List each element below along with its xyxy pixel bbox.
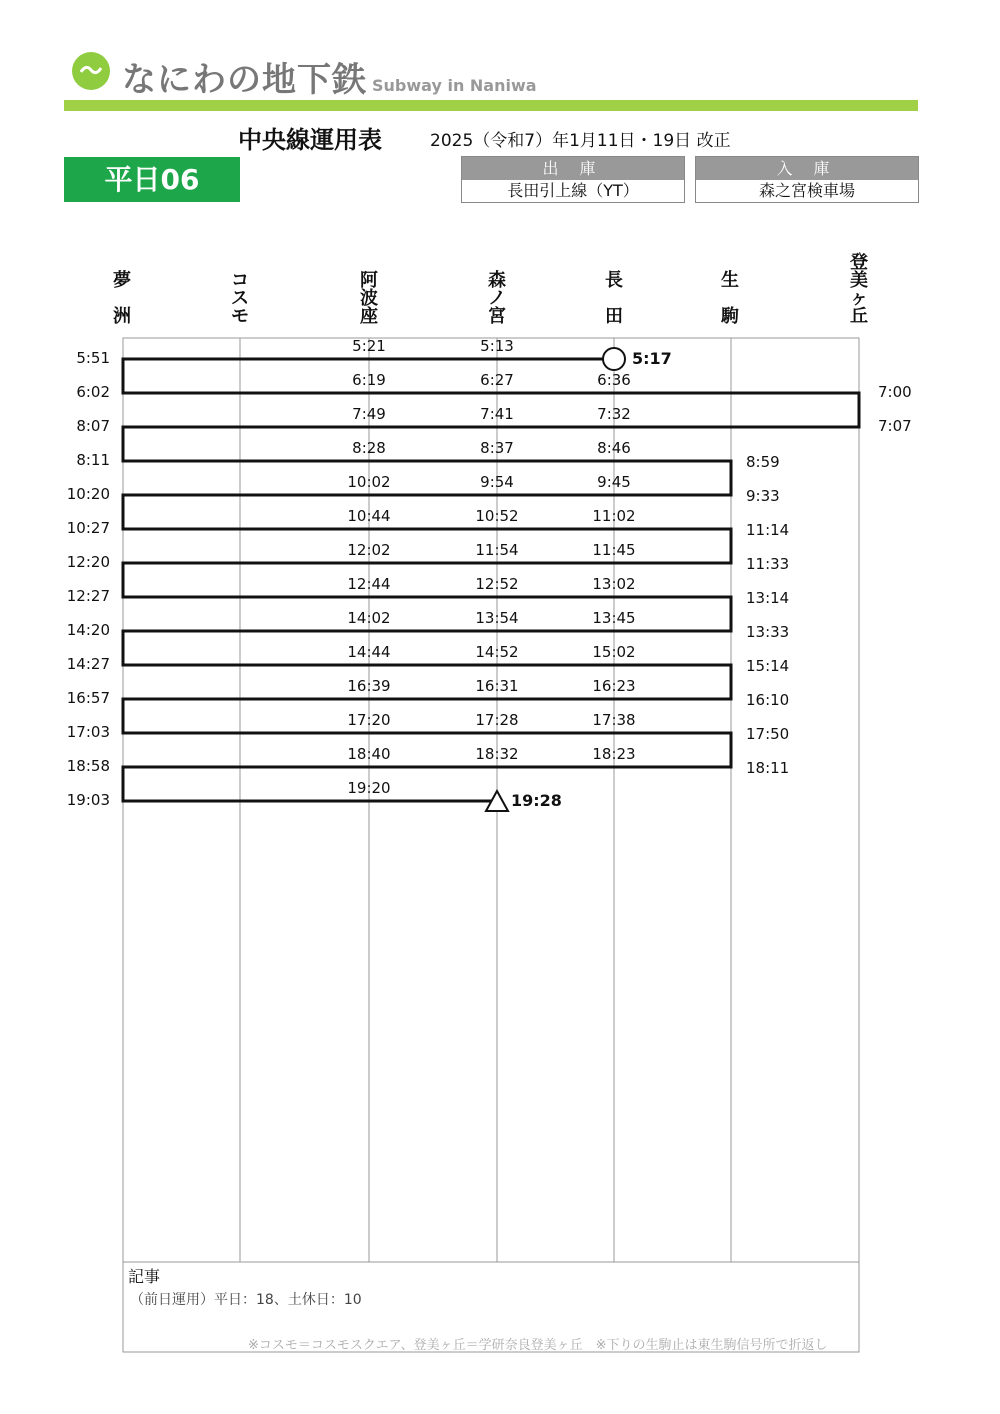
arrive-value: 森之宮検車場 [758, 181, 855, 200]
time-awaza: 8:28 [352, 439, 386, 457]
time-yumeshima: 8:11 [76, 451, 110, 469]
time-awaza: 14:02 [347, 609, 391, 627]
station-char: 夢 [113, 270, 131, 291]
time-tomigaoka: 7:07 [878, 417, 912, 435]
time-morinomiya: 16:31 [475, 677, 519, 695]
station-char: 長 [605, 270, 623, 291]
time-yumeshima: 19:03 [66, 791, 110, 809]
time-nagata: 13:45 [592, 609, 636, 627]
station-char: モ [231, 306, 249, 327]
page-title: 中央線運用表 [238, 126, 382, 154]
station-char: 洲 [113, 306, 131, 327]
station-char: 生 [721, 270, 739, 291]
time-awaza: 17:20 [347, 711, 391, 729]
time-yumeshima: 12:20 [66, 553, 110, 571]
station-char: 宮 [488, 306, 506, 327]
station-char: 登 [850, 252, 868, 273]
station-char: ヶ [850, 288, 868, 309]
station-char: 座 [360, 306, 378, 327]
time-tomigaoka: 7:00 [878, 383, 912, 401]
time-ikoma: 15:14 [746, 657, 790, 675]
time-awaza: 14:44 [347, 643, 391, 661]
time-awaza: 6:19 [352, 371, 386, 389]
station-char: コ [231, 270, 249, 291]
logo-subtitle: Subway in Naniwa [372, 76, 537, 95]
time-morinomiya: 8:37 [480, 439, 514, 457]
notes-title: 記事 [128, 1267, 161, 1286]
time-ikoma: 11:14 [746, 521, 790, 539]
time-nagata: 11:45 [592, 541, 636, 559]
arrive-head: 入 庫 [696, 157, 918, 180]
time-ikoma: 13:33 [746, 623, 790, 641]
time-ikoma: 13:14 [746, 589, 790, 607]
time-morinomiya: 12:52 [475, 575, 519, 593]
time-ikoma: 17:50 [746, 725, 790, 743]
pattern-badge: 平日06 [64, 157, 240, 202]
time-depot-in: 19:28 [511, 791, 562, 810]
time-awaza: 12:02 [347, 541, 391, 559]
station-char: 阿 [360, 270, 378, 291]
station-char: 波 [360, 288, 378, 309]
time-morinomiya: 13:54 [475, 609, 519, 627]
time-yumeshima: 6:02 [76, 383, 110, 401]
time-yumeshima: 8:07 [76, 417, 110, 435]
time-nagata: 8:46 [597, 439, 631, 457]
time-nagata: 13:02 [592, 575, 636, 593]
time-nagata: 17:38 [592, 711, 636, 729]
time-morinomiya: 5:13 [480, 337, 514, 355]
time-morinomiya: 11:54 [475, 541, 519, 559]
time-depot-out: 5:17 [632, 349, 672, 368]
time-awaza: 7:49 [352, 405, 386, 423]
time-morinomiya: 18:32 [475, 745, 519, 763]
time-nagata: 15:02 [592, 643, 636, 661]
time-nagata: 11:02 [592, 507, 636, 525]
station-char: 田 [605, 306, 623, 327]
time-morinomiya: 17:28 [475, 711, 519, 729]
station-char: 丘 [850, 306, 868, 327]
time-awaza: 16:39 [347, 677, 391, 695]
time-nagata: 16:23 [592, 677, 636, 695]
time-ikoma: 11:33 [746, 555, 790, 573]
time-ikoma: 18:11 [746, 759, 790, 777]
station-char: ス [231, 288, 249, 309]
depart-value: 長田引上線（YT） [507, 181, 639, 200]
revision-date: 2025（令和7）年1月11日・19日 改正 [430, 131, 731, 151]
time-nagata: 7:32 [597, 405, 631, 423]
time-nagata: 6:36 [597, 371, 631, 389]
time-yumeshima: 17:03 [66, 723, 110, 741]
time-morinomiya: 14:52 [475, 643, 519, 661]
station-char: 美 [850, 270, 868, 291]
time-yumeshima: 18:58 [66, 757, 110, 775]
time-nagata: 18:23 [592, 745, 636, 763]
depart-head: 出 庫 [462, 157, 684, 180]
time-yumeshima: 14:20 [66, 621, 110, 639]
time-morinomiya: 7:41 [480, 405, 514, 423]
time-yumeshima: 14:27 [66, 655, 110, 673]
time-yumeshima: 5:51 [76, 349, 110, 367]
time-ikoma: 8:59 [746, 453, 780, 471]
time-awaza: 10:44 [347, 507, 391, 525]
time-awaza: 19:20 [347, 779, 391, 797]
station-char: 森 [488, 270, 506, 291]
time-awaza: 12:44 [347, 575, 391, 593]
station-char: 駒 [721, 306, 739, 327]
time-morinomiya: 10:52 [475, 507, 519, 525]
time-ikoma: 16:10 [746, 691, 790, 709]
time-awaza: 5:21 [352, 337, 386, 355]
logo-text: なにわの地下鉄 [122, 60, 367, 100]
notes-footnote: ※コスモ＝コスモスクエア、登美ヶ丘＝学研奈良登美ヶ丘 ※下りの生駒止は東生駒信号所で折返し [248, 1338, 828, 1353]
time-awaza: 18:40 [347, 745, 391, 763]
time-yumeshima: 10:20 [66, 485, 110, 503]
time-yumeshima: 16:57 [66, 689, 110, 707]
time-morinomiya: 9:54 [480, 473, 514, 491]
station-char: ノ [488, 288, 506, 309]
time-morinomiya: 6:27 [480, 371, 514, 389]
notes-line: （前日運用）平日：18、土休日：10 [130, 1292, 362, 1308]
time-yumeshima: 12:27 [66, 587, 110, 605]
time-yumeshima: 10:27 [66, 519, 110, 537]
time-ikoma: 9:33 [746, 487, 780, 505]
time-nagata: 9:45 [597, 473, 631, 491]
time-awaza: 10:02 [347, 473, 391, 491]
